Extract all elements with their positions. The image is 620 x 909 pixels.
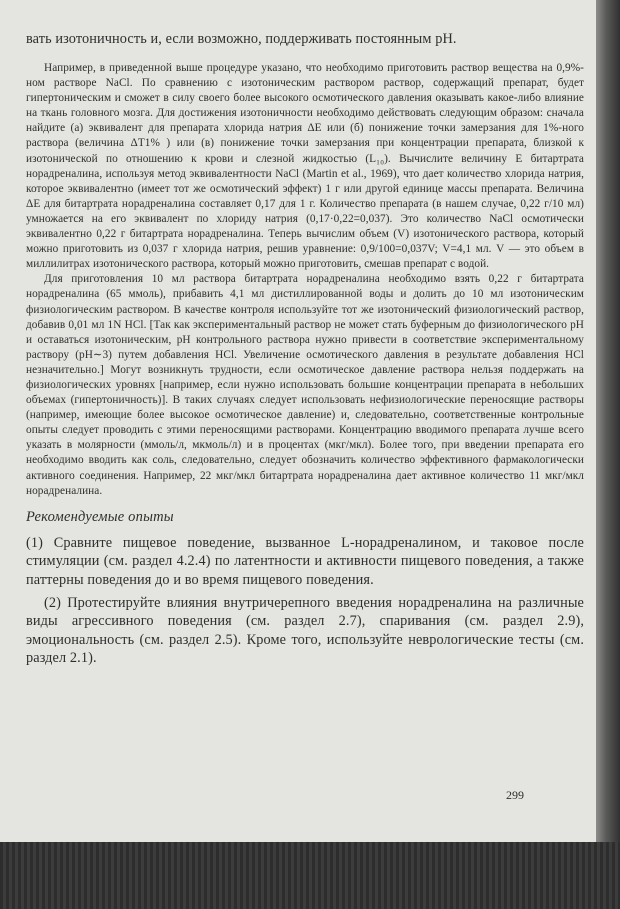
- lead-paragraph: вать изотоничность и, если возможно, поддерживать постоянным pH.: [26, 31, 457, 47]
- section-heading: Рекомендуемые опыты: [26, 508, 174, 525]
- experiment-2: (2) Протестируйте влияния внутричерепного введения норадреналина на различные виды агрессивного поведения (см. раздел 2.7), спаривания (см. раздел 2.9), эмоциональность (см. раздел 2.5). Кроме того, используйте неврологические тесты (см. раздел 2.1).: [26, 594, 584, 667]
- page-number: 299: [506, 788, 524, 802]
- paragraph-preparation: Для приготовления 10 мл раствора битартрата норадреналина необходимо взять 0,22 г битартрата норадреналина (65 ммоль), прибавить 4,1 мл дистиллированной воды и долить до 10 мл изотоническим физиологическим раствором. В качестве контроля используйте тот же изотонический физиологический раствор, добавив 0,01 мл 1N HCl. [Так как экспериментальный раствор не может стать буферным до физиологического pH и оставаться изотоническим, pH контрольного раствора нужно привести в соответствие экспериментальному раствору (pH∼3) путем добавления HCl. Увеличение осмотического давления в результате добавления HCl незначительно.] Могут возникнуть трудности, если осмотическое давление раствора нельзя поддержать на физиологических уровнях [например, если нужно использовать большие концентрации препарата в небольших объемах (гипертоничность)]. В таких случаях следует использовать нефизиологические переносящие растворы (например, имеющие более высокое осмотическое давление) и, следовательно, соответственные контрольные опыты следует проводить с этими переносящими растворами. Концентрацию вводимого препарата лучше всего указать в молярности (ммоль/л, мкмоль/л) и в процентах (мкг/мкл). Более того, при введении препарата его необходимо вводить как соль, следовательно, следует обозначить количество эффективного фармакологически активного соединения. Например, 22 мкг/мкл битартрата норадреналина дает активное количество 11 мкг/мкл норадреналина.: [26, 273, 584, 497]
- paragraph-isotonicity: Например, в приведенной выше процедуре указано, что необходимо приготовить раствор вещества на 0,9%-ном растворе NaCl. По сравнению с изотоническим раствором раствор, содержащий препарат, будет гипертоническим и сможет в силу своего более высокого осмотического давления оказывать какое-либо влияние на ткань головного мозга. Для достижения изотоничности необходимо действовать следующим образом: сначала найдите (а) эквивалент для препарата хлорида натрия ΔE или (б) понижение точки замерзания для 1%-ного раствора (величина ΔT1% ) или (в) понижение точки замерзания при концентрации препарата, близкой к изотонической по отношению к крови и слезной жидкостью (L₁₀). Вычислите величину E битартрата норадреналина, используя метод эквивалентности NaCl (Martin et al., 1969), что дает количество хлорида натрия, которое эквивалентно (имеет тот же осмотический эффект) 1 г или другой единице массы препарата. Величина ΔE для битартрата норадреналина составляет 0,17 для 1 г. Количество препарата (в нашем случае, 0,22 г/10 мл) умножается на его эквивалент по хлориду натрия (0,17·0,22=0,037). Это количество NaCl осмотически эквивалентно 0,22 г битартрата норадреналина. Теперь вычислим объем (V) изотонического раствора, который можно приготовить из 0,037 г хлорида натрия, решив уравнение: 0,9/100=0,037V; V=4,1 мл. V — это объем в миллилитрах изотонического раствора, который можно приготовить, смешав препарат с водой.: [26, 62, 584, 271]
- scan-background-strip: [0, 842, 620, 909]
- book-spine-edge: [596, 0, 620, 909]
- experiment-1: (1) Сравните пищевое поведение, вызванное L-норадреналином, и таковое после стимуляции (см. раздел 4.2.4) по латентности и активности пищевого поведения, а также паттерны поведения до и во время пищевого поведения.: [26, 534, 584, 588]
- page-content: [26, 30, 584, 668]
